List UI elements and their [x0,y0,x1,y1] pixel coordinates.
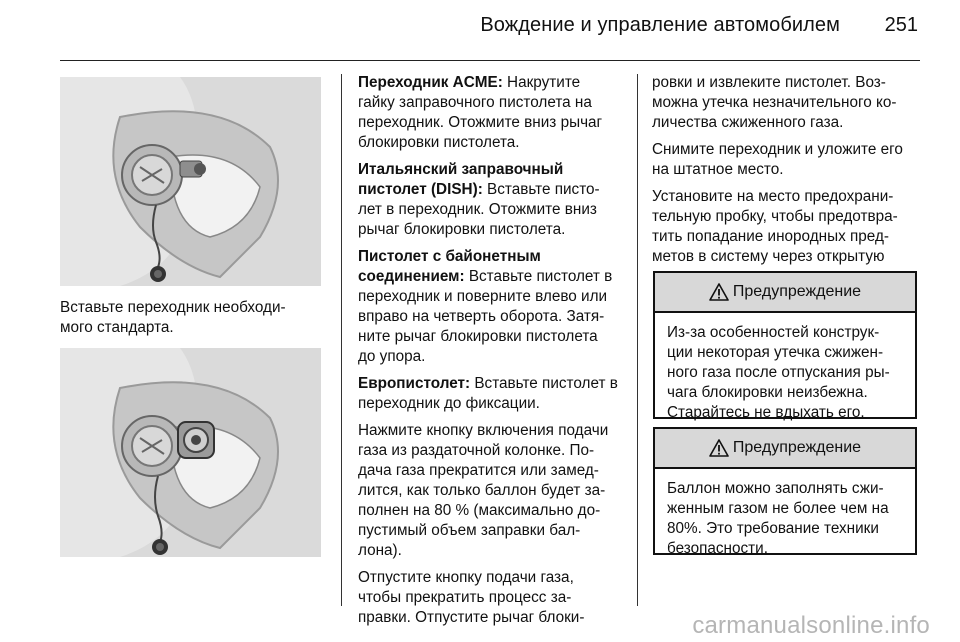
warning-box-leak [653,271,917,419]
instructions-column-3 [652,73,922,294]
text-line: тить попадание инородных пред- [652,228,889,245]
term-bayonet: соединением: [358,268,465,285]
text-line: Вставьте пистолет в [470,375,618,392]
page-number: 251 [884,14,918,36]
text-line: Вставьте писто- [482,181,600,198]
page-title: Вождение и управление автомобилем [480,14,840,36]
text-line: на штатное место. [652,161,784,178]
warning-title: Предупреждение [732,283,862,300]
text-line: рычаг блокировки пистолета. [358,221,566,238]
term-dish: Итальянский заправочный [358,161,564,178]
text-line: женным газом не более чем на [667,500,889,517]
text-line: переходник. Отожмите вниз рычаг [358,114,603,131]
illustration-fuel-filler-cap [60,77,321,286]
warning-triangle-icon [709,283,729,301]
text-line: ровки и извлеките пистолет. Воз- [652,74,886,91]
text-line: переходник до фиксации. [358,395,540,412]
text-line: Баллон можно заполнять сжи- [667,480,884,497]
warning-text [655,313,915,423]
text-line: вправо на четверть оборота. Затя- [358,308,605,325]
text-line: ните рычаг блокировки пистолета [358,328,598,345]
fuel-filler-photo [60,77,321,286]
paragraph-bayonet [358,247,626,367]
warning-title: Предупреждение [732,439,862,456]
text-line: пустимый объем заправки бал- [358,522,581,539]
caption-line: Вставьте переходник необходи- [60,299,286,316]
text-line: Накрутите [502,74,581,91]
text-line: ции некоторая утечка сжижен- [667,344,884,361]
term-bayonet: Пистолет с байонетным [358,248,541,265]
watermark: carmanualsonline.info [692,612,930,639]
text-line: 80%. Это требование техники [667,520,879,537]
text-line: чага блокировки неизбежна. [667,384,868,401]
instructions-column-2 [358,73,626,635]
text-line: лет в переходник. Отожмите вниз [358,201,597,218]
term-acme: Переходник ACME: [358,74,503,91]
text-line: лона). [358,542,402,559]
text-line: Отпустите кнопку подачи газа, [358,569,574,586]
text-line: газа из раздаточной колонке. По- [358,442,595,459]
caption-insert-adapter [60,298,330,338]
text-line: Нажмите кнопку включения подачи [358,422,609,439]
text-line: Вставьте пистолет в [464,268,613,285]
text-line: Старайтесь не вдыхать его. [667,404,865,421]
header-rule [60,60,920,61]
paragraph-continuation [652,73,922,133]
illustration-adapter-installed [60,348,321,557]
text-line: дача газа прекратится или замед- [358,462,599,479]
warning-box-fill-limit [653,427,917,555]
text-line: гайку заправочного пистолета на [358,94,592,111]
column-divider [341,74,342,606]
paragraph-dish [358,160,626,240]
term-euro: Европистолет: [358,375,471,392]
text-line: тельную пробку, чтобы предотвра- [652,208,898,225]
text-line: лится, как только баллон будет за- [358,482,606,499]
text-line: ного газа после отпускания ры- [667,364,890,381]
text-line: Снимите переходник и уложите его [652,141,903,158]
text-line: Установите на место предохрани- [652,188,894,205]
text-line: правки. Отпустите рычаг блоки- [358,609,585,626]
text-line: до упора. [358,348,426,365]
text-line: личества сжиженного газа. [652,114,844,131]
caption-line: мого стандарта. [60,319,174,336]
text-line: полнен на 80 % (максимально до- [358,502,601,519]
text-line: переходник и поверните влево или [358,288,608,305]
adapter-installed-photo [60,348,321,557]
warning-triangle-icon [709,439,729,457]
text-line: Из-за особенностей конструк- [667,324,880,341]
text-line: безопасности. [667,540,768,557]
term-dish: пистолет (DISH): [358,181,483,198]
text-line: чтобы прекратить процесс за- [358,589,572,606]
text-line: можна утечка незначительного ко- [652,94,897,111]
warning-header [655,429,915,469]
warning-text [655,469,915,559]
paragraph-remove-adapter [652,140,922,180]
text-line: блокировки пистолета. [358,134,520,151]
paragraph-press-button [358,421,626,561]
column-divider [637,74,638,606]
warning-header [655,273,915,313]
paragraph-euro [358,374,626,414]
text-line: метов в систему через открытую [652,248,885,265]
paragraph-acme [358,73,626,153]
